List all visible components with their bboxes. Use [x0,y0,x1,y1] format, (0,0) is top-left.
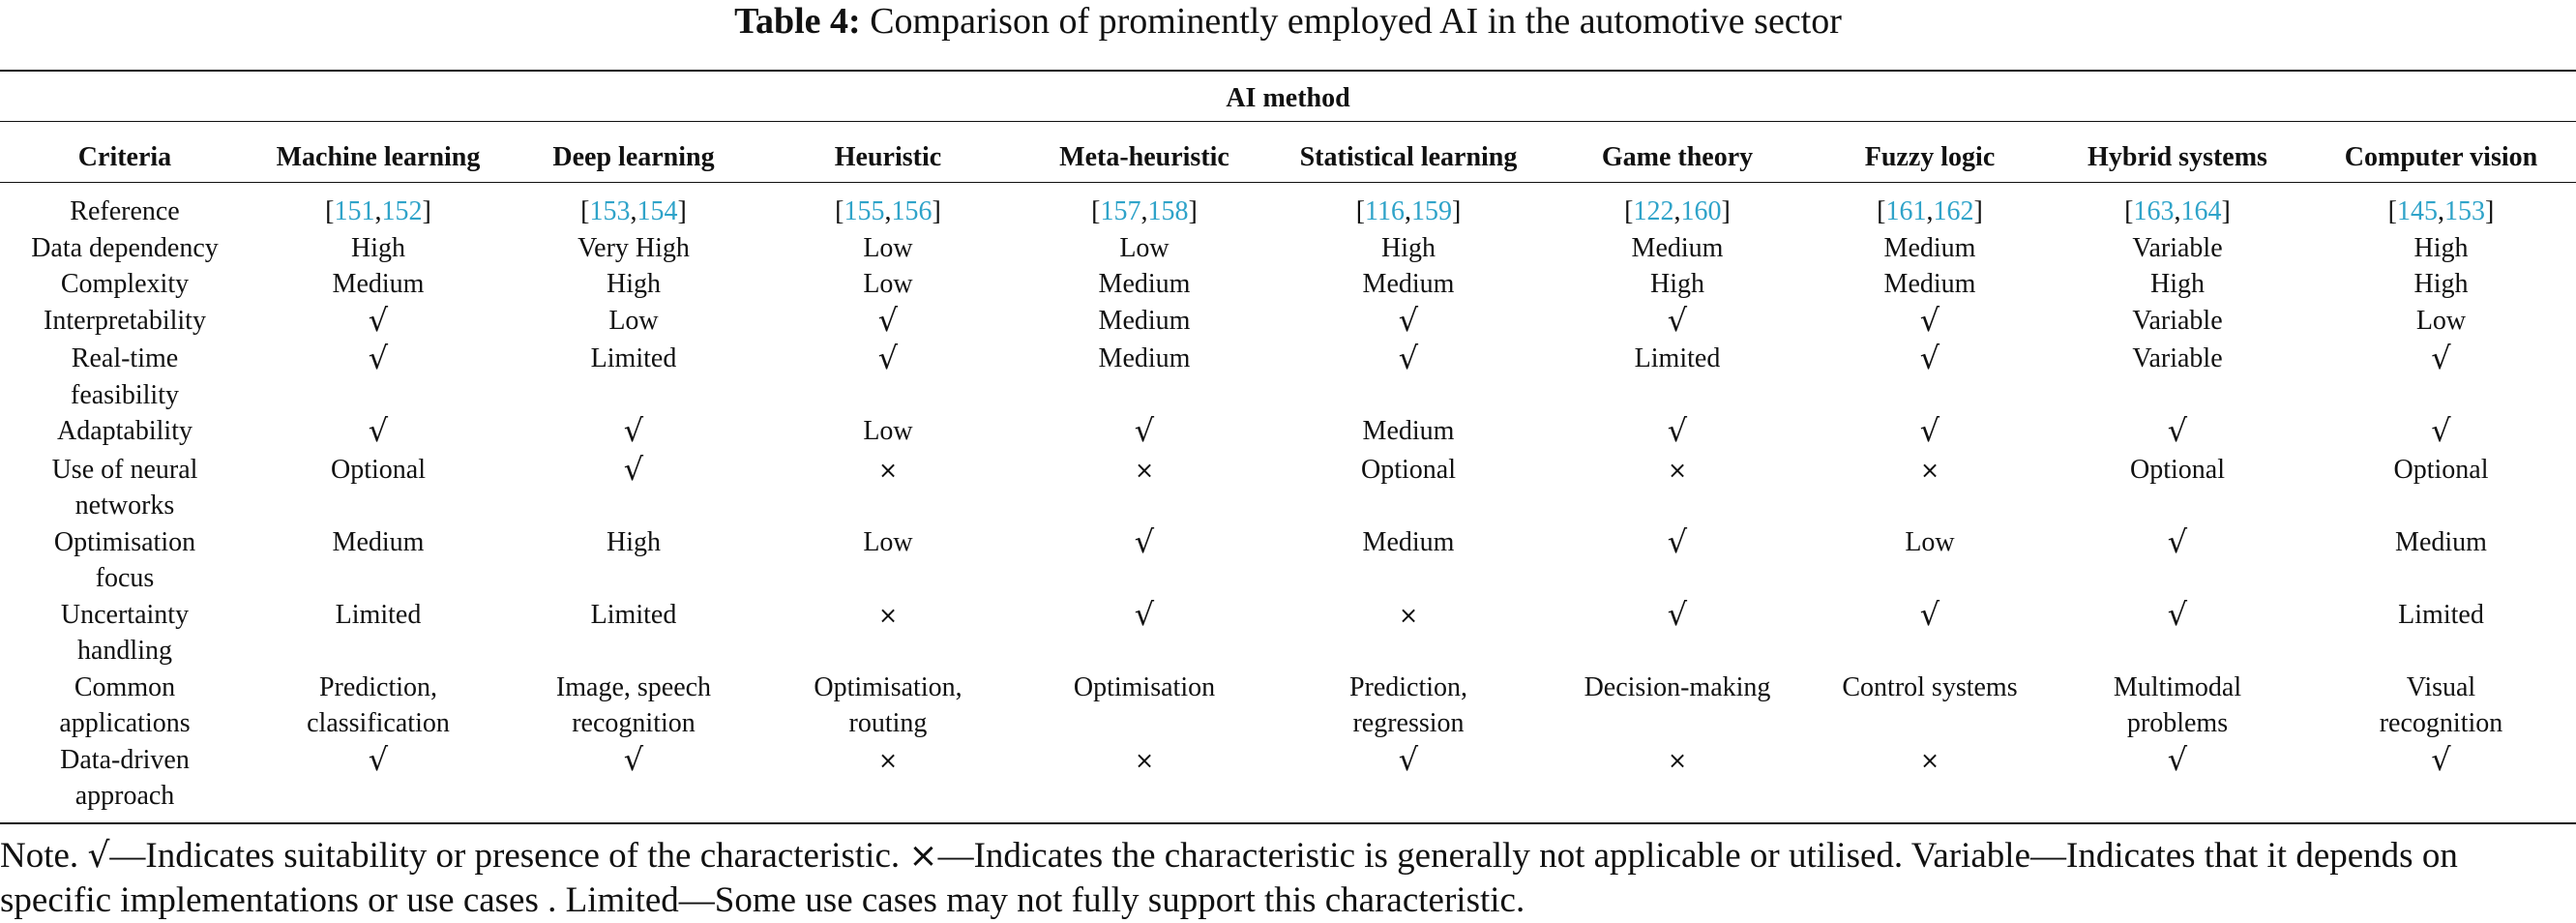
note-check-text: —Indicates suitability or presence of the characteristic. [109,835,909,876]
table-cell [1273,303,1544,342]
table-cell [250,524,507,597]
table-row [0,597,2576,670]
table-cell [1811,670,2049,742]
cell-text: High [2150,269,2205,299]
check-icon: √ [87,835,110,876]
cross-icon: × [1134,746,1155,774]
table-cell [2049,452,2306,524]
cell-text: Medium [332,269,425,299]
table-cell [2306,341,2576,413]
check-icon: √ [1667,412,1688,449]
cell-text: Low [863,269,913,299]
table-cell [2049,230,2306,267]
group-header: AI method [1226,83,1350,113]
table-row [0,182,2576,230]
row-criteria-reference [0,182,250,230]
check-icon: √ [2431,740,2451,778]
table-cell [1016,303,1273,342]
column-header-fuzzy-logic: Fuzzy logic [1864,142,1996,172]
header-rule [0,182,2576,183]
cell-text: Multimodal [2113,671,2242,702]
check-icon: √ [1667,595,1688,633]
cell-text: Limited [590,599,677,630]
table-cell [1811,230,2049,267]
table-cell [2049,524,2306,597]
cell-text: High [1650,269,1704,299]
cell-text: Control systems [1842,671,2018,702]
cross-icon: × [1134,456,1155,484]
cross-icon: × [1919,456,1940,484]
table-cell [1273,341,1544,413]
check-icon: √ [1398,740,1419,778]
table-cell [1811,303,2049,342]
check-icon: √ [368,740,389,778]
table-cell [1544,341,1811,413]
cell-text: Prediction, [318,671,438,702]
table-cell [2306,266,2576,303]
table-cell [1016,266,1273,303]
cross-icon: × [1398,601,1419,629]
table-cell [1016,524,1273,597]
check-icon: √ [1919,412,1940,449]
caption-label: Table 4: [734,1,861,42]
column-header-computer-vision: Computer vision [2344,142,2538,172]
column-header-machine-learning: Machine learning [276,142,481,172]
criteria-line: Data dependency [31,232,219,263]
cell-text: Medium [1362,269,1455,299]
table-cell [1016,670,1273,742]
cross-icon: × [1919,746,1940,774]
cell-text: Low [2415,305,2467,336]
cell-text: Low [1119,232,1170,263]
table-cell [1273,670,1544,742]
table-cell [507,742,760,820]
table-cell [1273,413,1544,452]
table-cell [507,452,760,524]
check-icon: √ [1134,412,1155,449]
citation-link[interactable]: 161 [1885,196,1927,226]
table-cell [760,266,1016,303]
criteria-line: focus [95,563,155,593]
table-cell [1273,742,1544,820]
cell-text: Variable [2132,343,2223,373]
table-cell [2306,670,2576,742]
cell-text: Optimisation [1073,671,1216,702]
cell-text: Medium [1098,269,1191,299]
check-icon: √ [877,301,899,339]
table-cell [2049,413,2306,452]
table-cell [250,742,507,820]
citation-link[interactable]: 145 [2397,196,2438,226]
table-cell [507,266,760,303]
cell-text: High [2413,232,2469,263]
table-cell [2306,452,2576,524]
table-row [0,303,2576,342]
cell-text: High [1381,232,1436,263]
cell-text: Medium [332,526,425,557]
table-cell: [145,153] [2387,196,2495,226]
column-header-meta-heuristic: Meta-heuristic [1059,142,1229,172]
table-cell [250,452,507,524]
row-criteria-complexity [0,266,250,303]
cell-text: Limited [590,343,677,373]
check-icon: √ [2431,340,2451,376]
cross-icon: × [877,601,899,629]
table-cell [2306,230,2576,267]
cell-text: Optional [331,454,426,485]
table-cell [1811,742,2049,820]
table-cell: [116,159] [1355,196,1462,226]
top-rule [0,70,2576,72]
row-criteria-use-of-neural-networks [0,452,250,524]
table-cell: [122,160] [1624,196,1731,226]
table-cell [1811,597,2049,670]
table-cell [2306,742,2576,820]
cell-text: recognition [572,708,696,738]
table-cell [507,341,760,413]
check-icon: √ [368,340,389,376]
cell-text: Variable [2132,305,2223,336]
check-icon: √ [1134,522,1155,560]
cell-text: Medium [1362,416,1455,446]
check-icon: √ [1667,522,1688,560]
table-cell [250,670,507,742]
column-header-deep-learning: Deep learning [552,142,715,172]
citation-link[interactable]: 164 [2180,196,2222,226]
table-cell [507,670,760,742]
check-icon: √ [2431,412,2451,449]
criteria-line: Interpretability [44,305,206,336]
cell-text: Medium [1098,305,1191,336]
column-header-statistical-learning: Statistical learning [1299,142,1518,172]
table-row [0,413,2576,452]
table-cell [2049,266,2306,303]
table-cell [760,742,1016,820]
table-row [0,670,2576,742]
check-icon: √ [368,412,389,449]
table-cell [2306,524,2576,597]
check-icon: √ [1398,340,1419,376]
cell-text: regression [1352,708,1465,738]
table-cell [2049,670,2306,742]
cell-text: Medium [1631,232,1724,263]
column-header-hybrid-systems: Hybrid systems [2087,142,2267,172]
table-cell [250,597,507,670]
group-rule [0,121,2576,122]
check-icon: √ [2167,412,2188,449]
table-cell [1016,597,1273,670]
cell-text: Prediction, [1348,671,1468,702]
cross-icon: × [877,456,899,484]
cell-text: Low [863,416,913,446]
row-criteria-data-driven-approach [0,742,250,820]
cross-icon: × [877,746,899,774]
citation-link[interactable]: 155 [844,196,885,226]
check-icon: √ [1919,301,1940,339]
table-body [0,182,2576,820]
header-row [0,134,2576,182]
caption-text: Comparison of prominently employed AI in the automotive sector [860,1,1842,42]
table-cell [250,413,507,452]
cell-text: routing [848,708,928,738]
cell-text: Limited [1634,343,1721,373]
check-icon: √ [368,301,389,339]
table-cell [1811,341,2049,413]
citation-link[interactable]: 154 [637,196,678,226]
table-cell [2306,413,2576,452]
cell-text: Low [1905,526,1955,557]
table-row [0,742,2576,820]
criteria-line: Complexity [60,269,190,299]
table-cell [250,266,507,303]
table-cell [1811,452,2049,524]
table-cell [760,230,1016,267]
citation-link[interactable]: 152 [381,196,423,226]
cell-text: Decision-making [1584,671,1771,702]
table-row [0,266,2576,303]
cross-icon: × [908,835,938,876]
cell-text: Limited [335,599,422,630]
column-header-criteria: Criteria [77,142,172,172]
cell-text: Medium [1362,526,1455,557]
table-cell [2306,597,2576,670]
cell-text: recognition [2379,708,2503,738]
table-cell [760,341,1016,413]
table-cell [1544,230,1811,267]
cell-text: Optional [1361,454,1456,485]
cross-icon: × [1667,456,1688,484]
cell-text: classification [307,708,450,738]
citation-link[interactable]: 151 [334,196,375,226]
citation-link[interactable]: 156 [891,196,933,226]
row-criteria-uncertainty-handling [0,597,250,670]
criteria-line: Adaptability [57,416,192,446]
criteria-line: Optimisation [53,526,196,557]
cell-text: High [607,269,661,299]
cell-text: Optional [2393,454,2489,485]
table-cell [1016,452,1273,524]
table-cell [760,670,1016,742]
table-cell [250,303,507,342]
comparison-table [0,134,2576,820]
table-cell [760,303,1016,342]
row-criteria-optimisation-focus [0,524,250,597]
criteria-line: Reference [70,196,180,226]
table-cell [250,341,507,413]
cell-text: Variable [2132,232,2223,263]
column-header-game-theory: Game theory [1601,142,1754,172]
criteria-line: feasibility [71,379,179,410]
criteria-line: approach [74,781,175,811]
table-caption [0,0,2576,43]
table-cell [2049,742,2306,820]
check-icon: √ [2167,595,2188,633]
citation-link[interactable]: 153 [2444,196,2485,226]
check-icon: √ [2167,522,2188,560]
cell-text: Optimisation, [814,671,962,702]
cell-text: Low [863,232,913,263]
table-note [0,834,2576,923]
table-cell [1273,597,1544,670]
table-cell [2306,303,2576,342]
citation-link[interactable]: 162 [1933,196,1974,226]
table-cell [760,524,1016,597]
table-cell [1544,524,1811,597]
table-cell [760,413,1016,452]
cell-text: Visual [2406,671,2476,702]
cell-text: High [607,526,661,557]
table-cell [1544,597,1811,670]
table-cell [1273,452,1544,524]
cell-text: Medium [1883,232,1976,263]
table-cell: [155,156] [835,196,941,226]
table-cell [2049,303,2306,342]
criteria-line: handling [77,636,172,666]
cell-text: problems [2126,708,2229,738]
cell-text: Low [863,526,913,557]
table-cell [1544,266,1811,303]
check-icon: √ [1134,595,1155,633]
cell-text: High [2413,269,2469,299]
check-icon: √ [2167,740,2188,778]
citation-link[interactable]: 122 [1633,196,1674,226]
table-cell [507,597,760,670]
table-cell [2049,597,2306,670]
check-icon: √ [877,340,899,376]
check-icon: √ [1919,595,1940,633]
citation-link[interactable]: 160 [1680,196,1722,226]
cell-text: Very High [577,232,690,263]
table-cell [1811,266,2049,303]
table-cell [1544,742,1811,820]
citation-link[interactable]: 157 [1100,196,1141,226]
cell-text: Low [608,305,659,336]
table-cell [1273,230,1544,267]
table-cell: [153,154] [580,196,687,226]
cell-text: Medium [2395,526,2487,557]
table-cell: [161,162] [1877,196,1983,226]
citation-link[interactable]: 158 [1147,196,1189,226]
table-cell [1273,524,1544,597]
cell-text: Limited [2398,599,2484,630]
table-cell [1016,742,1273,820]
table-cell [1544,303,1811,342]
citation-link[interactable]: 163 [2133,196,2175,226]
check-icon: √ [1398,301,1419,339]
cell-text: Medium [1883,269,1976,299]
table-cell [507,303,760,342]
citation-link[interactable]: 116 [1365,196,1405,226]
criteria-line: Real-time [71,343,179,373]
table-cell [507,230,760,267]
citation-link[interactable]: 159 [1410,196,1452,226]
cell-text: High [351,232,405,263]
note-cross-text: —Indicates the characteristic is generally not applicable or utilised. Variable—Indicates that it depends on specific implementations or use cases . Limited—Some use cases may not fully support this characteristic. [0,835,2458,920]
row-criteria-common-applications [0,670,250,742]
row-criteria-adaptability [0,413,250,452]
table-row [0,341,2576,413]
check-icon: √ [1919,340,1940,376]
check-icon: √ [1667,301,1688,339]
check-icon: √ [623,450,644,488]
table-row [0,524,2576,597]
table-cell: [157,158] [1091,196,1198,226]
criteria-line: Data-driven [60,744,190,775]
criteria-line: applications [59,708,191,738]
table-cell [1544,670,1811,742]
table-cell [2049,341,2306,413]
criteria-line: Uncertainty [60,599,190,630]
table-cell [1544,413,1811,452]
table-cell [1016,341,1273,413]
criteria-line: Common [74,671,176,702]
table-cell [507,413,760,452]
table-cell [760,597,1016,670]
table-cell [1544,452,1811,524]
check-icon: √ [623,412,644,449]
table-cell [1016,230,1273,267]
row-criteria-real-time-feasibility [0,341,250,413]
table-cell [1811,413,2049,452]
table-cell: [163,164] [2124,196,2231,226]
table-cell [1273,266,1544,303]
row-criteria-data-dependency [0,230,250,267]
criteria-line: networks [74,491,175,521]
bottom-rule [0,822,2576,824]
table-cell: [151,152] [325,196,431,226]
table-cell [1811,524,2049,597]
table-cell [1016,413,1273,452]
column-header-heuristic: Heuristic [834,142,942,172]
table-row [0,230,2576,267]
cell-text: Optional [2130,454,2225,485]
criteria-line: Use of neural [51,454,198,485]
citation-link[interactable]: 153 [589,196,631,226]
table-cell [507,524,760,597]
note-prefix: Note. [0,835,88,876]
table-cell [250,230,507,267]
table-row [0,452,2576,524]
cross-icon: × [1667,746,1688,774]
table-cell [760,452,1016,524]
cell-text: Medium [1098,343,1191,373]
check-icon: √ [623,740,644,778]
row-criteria-interpretability [0,303,250,342]
cell-text: Image, speech [555,671,712,702]
